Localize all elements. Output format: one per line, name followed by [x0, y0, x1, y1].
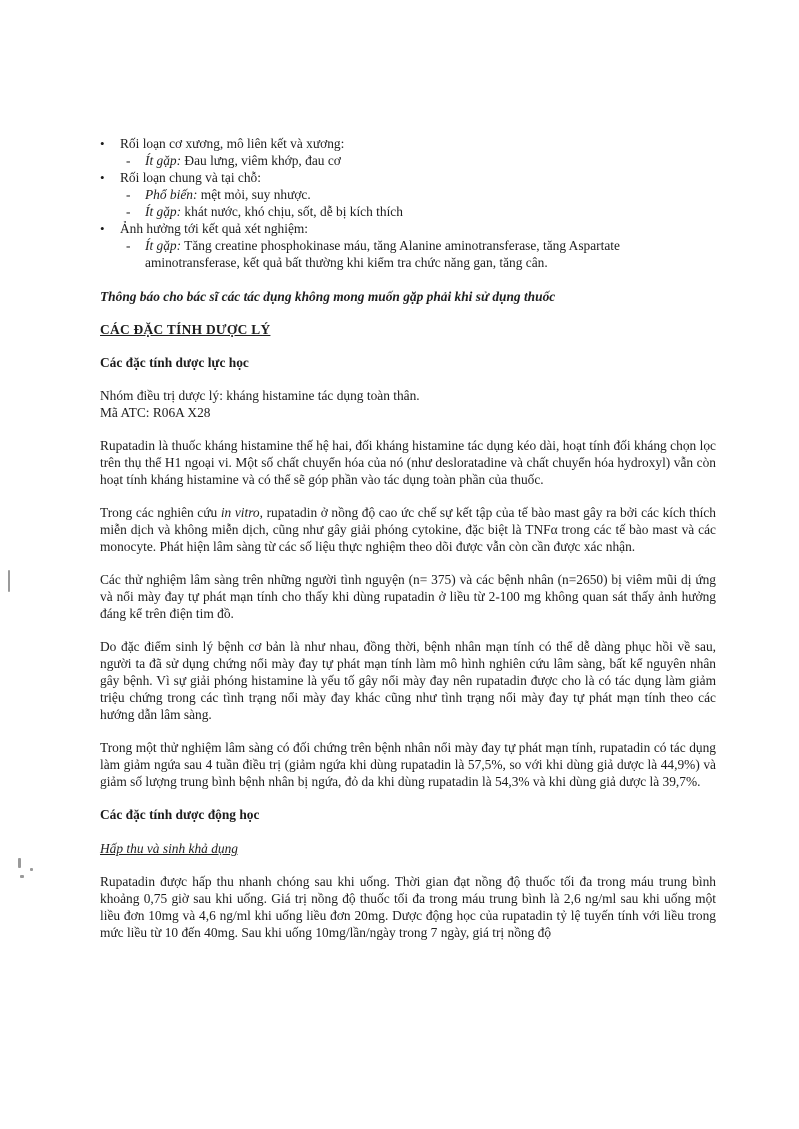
- effect-text: mệt mỏi, suy nhược.: [197, 187, 311, 202]
- list-item-title: Ảnh hưởng tới kết quả xét nghiệm:: [120, 221, 309, 236]
- section-title: CÁC ĐẶC TÍNH DƯỢC LÝ: [100, 322, 271, 337]
- sub-list-item: [120, 186, 716, 203]
- sub-list-item: [120, 152, 716, 169]
- list-item-title: Rối loạn chung và tại chỗ:: [120, 170, 261, 185]
- paragraph-text: Trong các nghiên cứu: [100, 505, 221, 520]
- scan-speck: [8, 570, 10, 592]
- paragraph-text: , rupatadin ở nồng độ cao ức chế sự kết tập của tế bào mast gây ra bởi các kích thích miễn dịch và không miễn dịch, cũng như gây giải phóng cytokine, đặc biệt là TNFα trong các tế bào mast và các monocyte. Phát hiện lâm sàng từ các số liệu thực nghiệm theo dõi được vẫn còn cần được xác nhận.: [100, 505, 716, 554]
- scan-speck: [20, 875, 24, 878]
- frequency-label: Ít gặp:: [145, 238, 182, 253]
- document-body: [100, 135, 716, 941]
- sub-list: [120, 186, 716, 220]
- list-item: [100, 135, 716, 169]
- sub-list-item: [120, 237, 716, 271]
- sub-list: [120, 152, 716, 169]
- atc-code: Mã ATC: R06A X28: [100, 405, 211, 420]
- effect-text: Tăng creatine phosphokinase máu, tăng Alanine aminotransferase, tăng Aspartate aminotransferase, kết quả bất thường khi kiểm tra chức năng gan, tăng cân.: [145, 238, 620, 270]
- scan-speck: [30, 868, 33, 871]
- frequency-label: Ít gặp:: [145, 204, 182, 219]
- therapeutic-group: Nhóm điều trị dược lý: kháng histamine tác dụng toàn thân.: [100, 388, 420, 403]
- list-item: [100, 169, 716, 220]
- paragraph: Do đặc điểm sinh lý bệnh cơ bản là như nhau, đồng thời, bệnh nhân mạn tính có thể dễ dàng phục hồi về sau, người ta đã sử dụng chứng nổi mày đay tự phát mạn tính làm mô hình nghiên cứu lâm sàng, bất kể nguyên nhân gây bệnh. Vì sự giải phóng histamine là yếu tố gây nổi mày đay nên rupatadin được cho là có tác dụng làm giảm triệu chứng trong các tình trạng nổi mày đay khác cũng như tình trạng nổi mày đay tự phát mạn tính theo các hướng dẫn lâm sàng.: [100, 639, 716, 722]
- scan-speck: [18, 858, 21, 868]
- effect-text: khát nước, khó chịu, sốt, dễ bị kích thích: [181, 204, 403, 219]
- pharmacokinetics-heading: Các đặc tính dược động học: [100, 807, 260, 822]
- report-notice: Thông báo cho bác sĩ các tác dụng không mong muốn gặp phải khi sử dụng thuốc: [100, 289, 556, 304]
- sub-list: [120, 237, 716, 271]
- adverse-effects-list: [100, 135, 716, 271]
- pharmacodynamics-heading: Các đặc tính dược lực học: [100, 355, 249, 370]
- classification-block: [100, 387, 716, 421]
- list-item-title: Rối loạn cơ xương, mô liên kết và xương:: [120, 136, 345, 151]
- sub-list-item: [120, 203, 716, 220]
- in-vitro-term: in vitro: [220, 505, 260, 520]
- paragraph: Rupatadin được hấp thu nhanh chóng sau khi uống. Thời gian đạt nồng độ thuốc tối đa trong máu trung bình khoảng 0,75 giờ sau khi uống. Giá trị nồng độ thuốc tối đa trong máu trung bình là 2,6 ng/ml sau khi uống một liều đơn 10mg và 4,6 ng/ml khi uống liều đơn 20mg. Dược động học của rupatadin tỷ lệ tuyến tính với liều trong mức liều từ 10 đến 40mg. Sau khi uống 10mg/lần/ngày trong 7 ngày, giá trị nồng độ: [100, 874, 716, 940]
- frequency-label: Phổ biến:: [145, 187, 198, 202]
- paragraph: Các thử nghiệm lâm sàng trên những người tình nguyện (n= 375) và các bệnh nhân (n=2650) bị viêm mũi dị ứng và nổi mày đay tự phát mạn tính cho thấy khi dùng rupatadin ở liều từ 2-100 mg không quan sát thấy ảnh hưởng đáng kể trên điện tim đồ.: [100, 572, 716, 621]
- paragraph: Trong một thử nghiệm lâm sàng có đối chứng trên bệnh nhân nổi mày đay tự phát mạn tính, rupatadin có tác dụng làm giảm ngứa sau 4 tuần điều trị (giảm ngứa khi dùng rupatadin là 57,5%, so với khi dùng giả dược là 44,9%) và giảm số lượng trung bình bệnh nhân bị ngứa, đỏ da khi dùng rupatadin là 54,3% và khi dùng giả dược là 39,7%.: [100, 740, 716, 789]
- list-item: [100, 220, 716, 271]
- absorption-subheading: Hấp thu và sinh khả dụng: [100, 841, 238, 856]
- effect-text: Đau lưng, viêm khớp, đau cơ: [181, 153, 341, 168]
- paragraph: [100, 504, 716, 555]
- frequency-label: Ít gặp:: [145, 153, 182, 168]
- paragraph: Rupatadin là thuốc kháng histamine thế hệ hai, đối kháng histamine tác dụng kéo dài, hoạt tính đối kháng chọn lọc trên thụ thể H1 ngoại vi. Một số chất chuyển hóa của nó (như desloratadine và chất chuyển hóa hydroxyl) vẫn còn hoạt tính kháng histamine và có thể sẽ góp phần vào tác dụng toàn phần của thuốc.: [100, 438, 716, 487]
